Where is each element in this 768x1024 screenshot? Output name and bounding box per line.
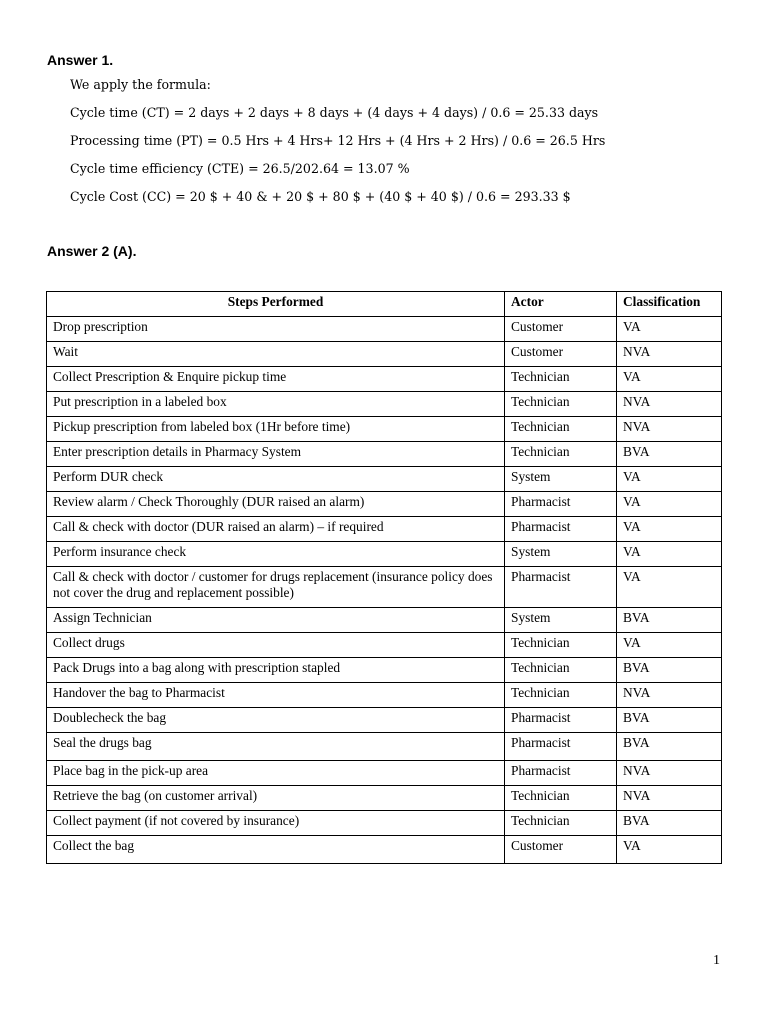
- step-cell: Put prescription in a labeled box: [47, 392, 505, 417]
- step-cell: Place bag in the pick-up area: [47, 761, 505, 786]
- classification-cell: NVA: [617, 683, 722, 708]
- answer1-intro: We apply the formula:: [70, 77, 211, 92]
- classification-cell: BVA: [617, 442, 722, 467]
- step-cell: Perform DUR check: [47, 467, 505, 492]
- actor-cell: System: [505, 467, 617, 492]
- classification-cell: NVA: [617, 392, 722, 417]
- actor-cell: Technician: [505, 786, 617, 811]
- processing-time-formula: Processing time (PT) = 0.5 Hrs + 4 Hrs+ 12 Hrs + (4 Hrs + 2 Hrs) / 0.6 = 26.5 Hrs: [70, 133, 606, 148]
- actor-cell: Pharmacist: [505, 567, 617, 608]
- step-cell: Doublecheck the bag: [47, 708, 505, 733]
- classification-cell: VA: [617, 492, 722, 517]
- table-row: [47, 492, 722, 517]
- classification-cell: BVA: [617, 733, 722, 761]
- step-cell: Retrieve the bag (on customer arrival): [47, 786, 505, 811]
- step-cell: Drop prescription: [47, 317, 505, 342]
- actor-cell: Customer: [505, 342, 617, 367]
- step-cell: Pickup prescription from labeled box (1Hr before time): [47, 417, 505, 442]
- classification-cell: NVA: [617, 342, 722, 367]
- step-cell: Handover the bag to Pharmacist: [47, 683, 505, 708]
- classification-cell: VA: [617, 467, 722, 492]
- classification-cell: BVA: [617, 658, 722, 683]
- table-row: [47, 658, 722, 683]
- step-cell: Collect drugs: [47, 633, 505, 658]
- step-cell: Perform insurance check: [47, 542, 505, 567]
- table-row: [47, 567, 722, 608]
- table-row: [47, 836, 722, 864]
- step-cell: Collect payment (if not covered by insurance): [47, 811, 505, 836]
- table-row: [47, 517, 722, 542]
- actor-cell: Technician: [505, 633, 617, 658]
- cycle-time-formula: Cycle time (CT) = 2 days + 2 days + 8 days + (4 days + 4 days) / 0.6 = 25.33 days: [70, 105, 599, 120]
- step-cell: Review alarm / Check Thoroughly (DUR raised an alarm): [47, 492, 505, 517]
- step-cell: Collect the bag: [47, 836, 505, 864]
- table-header-row: [47, 292, 722, 317]
- cycle-time-efficiency-formula: Cycle time efficiency (CTE) = 26.5/202.64 = 13.07 %: [70, 161, 410, 176]
- actor-cell: Technician: [505, 417, 617, 442]
- classification-cell: BVA: [617, 608, 722, 633]
- actor-cell: Technician: [505, 442, 617, 467]
- step-cell: Seal the drugs bag: [47, 733, 505, 761]
- table-row: [47, 442, 722, 467]
- actor-cell: Pharmacist: [505, 492, 617, 517]
- page-number: 1: [713, 953, 720, 968]
- actor-cell: Pharmacist: [505, 733, 617, 761]
- steps-table: [46, 291, 722, 864]
- actor-cell: Technician: [505, 367, 617, 392]
- header-steps-performed: Steps Performed: [47, 292, 505, 317]
- table-row: [47, 542, 722, 567]
- actor-cell: Customer: [505, 317, 617, 342]
- step-cell: Call & check with doctor / customer for drugs replacement (insurance policy does not cover the drug and replacement possible): [47, 567, 505, 608]
- step-cell: Enter prescription details in Pharmacy System: [47, 442, 505, 467]
- actor-cell: Technician: [505, 683, 617, 708]
- table-row: [47, 761, 722, 786]
- answer1-heading: Answer 1.: [47, 52, 114, 68]
- step-cell: Call & check with doctor (DUR raised an alarm) – if required: [47, 517, 505, 542]
- table-row: [47, 392, 722, 417]
- table-row: [47, 633, 722, 658]
- step-cell: Assign Technician: [47, 608, 505, 633]
- classification-cell: NVA: [617, 417, 722, 442]
- table-row: [47, 417, 722, 442]
- actor-cell: Technician: [505, 658, 617, 683]
- table-row: [47, 317, 722, 342]
- actor-cell: Technician: [505, 811, 617, 836]
- actor-cell: System: [505, 542, 617, 567]
- classification-cell: VA: [617, 317, 722, 342]
- answer2-heading: Answer 2 (A).: [47, 243, 137, 259]
- classification-cell: NVA: [617, 786, 722, 811]
- classification-cell: VA: [617, 633, 722, 658]
- table-row: [47, 683, 722, 708]
- cycle-cost-formula: Cycle Cost (CC) = 20 $ + 40 & + 20 $ + 80 $ + (40 $ + 40 $) / 0.6 = 293.33 $: [70, 189, 571, 204]
- actor-cell: Pharmacist: [505, 517, 617, 542]
- classification-cell: VA: [617, 367, 722, 392]
- step-cell: Collect Prescription & Enquire pickup time: [47, 367, 505, 392]
- actor-cell: Customer: [505, 836, 617, 864]
- classification-cell: VA: [617, 517, 722, 542]
- table-row: [47, 708, 722, 733]
- classification-cell: VA: [617, 567, 722, 608]
- actor-cell: Pharmacist: [505, 708, 617, 733]
- table-row: [47, 342, 722, 367]
- actor-cell: Pharmacist: [505, 761, 617, 786]
- classification-cell: NVA: [617, 761, 722, 786]
- classification-cell: BVA: [617, 708, 722, 733]
- table-row: [47, 467, 722, 492]
- classification-cell: BVA: [617, 811, 722, 836]
- table-row: [47, 786, 722, 811]
- classification-cell: VA: [617, 836, 722, 864]
- classification-cell: VA: [617, 542, 722, 567]
- header-classification: Classification: [617, 292, 722, 317]
- table-row: [47, 367, 722, 392]
- header-actor: Actor: [505, 292, 617, 317]
- table-row: [47, 733, 722, 761]
- table-row: [47, 811, 722, 836]
- actor-cell: Technician: [505, 392, 617, 417]
- actor-cell: System: [505, 608, 617, 633]
- step-cell: Wait: [47, 342, 505, 367]
- step-cell: Pack Drugs into a bag along with prescription stapled: [47, 658, 505, 683]
- table-row: [47, 608, 722, 633]
